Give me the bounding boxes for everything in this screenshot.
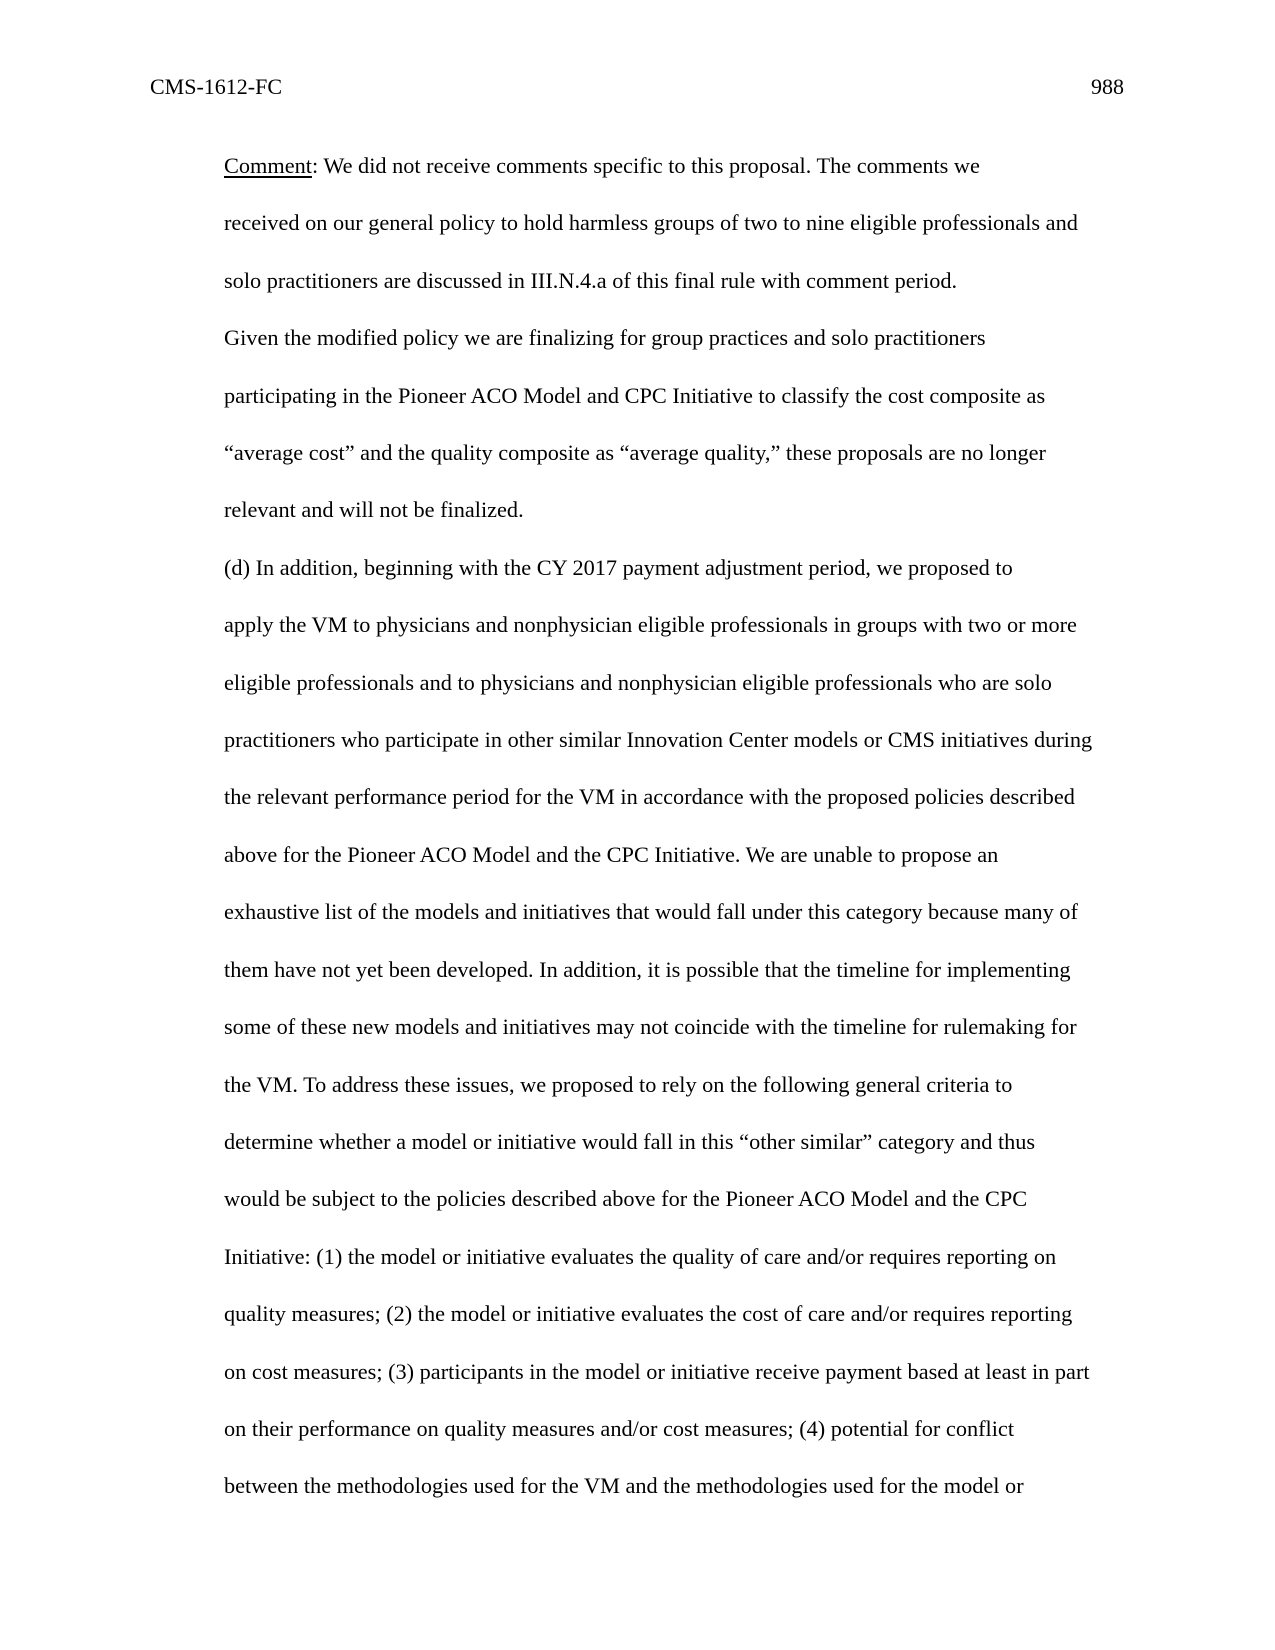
document-body — [150, 137, 1125, 1515]
text-line: “average cost” and the quality composite as “average quality,” these proposals are no longer — [224, 440, 1046, 466]
text-line: Given the modified policy we are finalizing for group practices and solo practitioners — [224, 325, 986, 351]
text-line: Initiative: (1) the model or initiative evaluates the quality of care and/or requires reporting on — [224, 1243, 1057, 1269]
text-line — [150, 137, 1125, 194]
text-line: relevant and will not be finalized. — [224, 497, 524, 523]
text-line: would be subject to the policies described above for the Pioneer ACO Model and the CPC — [224, 1186, 1028, 1212]
paragraph-item-d — [150, 539, 1125, 1515]
paragraph-response — [150, 309, 1125, 539]
comment-label: Comment — [224, 153, 312, 178]
document-id: CMS-1612-FC — [150, 74, 283, 99]
text-line: some of these new models and initiatives may not coincide with the timeline for rulemaking for — [224, 1014, 1077, 1040]
text-line: between the methodologies used for the VM and the methodologies used for the model or — [224, 1473, 1024, 1499]
text-line: eligible professionals and to physicians and nonphysician eligible professionals who are solo — [224, 669, 1052, 695]
text-line: above for the Pioneer ACO Model and the CPC Initiative. We are unable to propose an — [224, 841, 999, 867]
text-line: exhaustive list of the models and initiatives that would fall under this category because many of — [224, 899, 1078, 925]
text-line: the VM. To address these issues, we proposed to rely on the following general criteria to — [224, 1071, 1013, 1097]
paragraph-comment — [150, 137, 1125, 309]
line-text: : We did not receive comments specific to this proposal. The comments we — [311, 153, 980, 178]
text-line: determine whether a model or initiative would fall in this “other similar” category and thus — [224, 1128, 1036, 1154]
text-line: participating in the Pioneer ACO Model and CPC Initiative to classify the cost composite as — [224, 382, 1046, 408]
text-line: quality measures; (2) the model or initiative evaluates the cost of care and/or requires reporting — [224, 1301, 1073, 1327]
text-line: solo practitioners are discussed in III.N.4.a of this final rule with comment period. — [224, 267, 958, 293]
page-header — [150, 72, 1124, 102]
text-line: the relevant performance period for the VM in accordance with the proposed policies described — [224, 784, 1075, 810]
text-line: (d) In addition, beginning with the CY 2017 payment adjustment period, we proposed to — [224, 554, 1013, 580]
text-line: on their performance on quality measures and/or cost measures; (4) potential for conflict — [224, 1415, 1015, 1441]
text-line: them have not yet been developed. In addition, it is possible that the timeline for implementing — [224, 956, 1071, 982]
page-number: 988 — [1091, 74, 1124, 99]
text-line: practitioners who participate in other similar Innovation Center models or CMS initiatives during — [224, 727, 1093, 753]
text-line: received on our general policy to hold harmless groups of two to nine eligible professionals and — [224, 210, 1078, 236]
text-line: on cost measures; (3) participants in the model or initiative receive payment based at least in part — [224, 1358, 1090, 1384]
text-line: apply the VM to physicians and nonphysician eligible professionals in groups with two or more — [224, 612, 1077, 638]
